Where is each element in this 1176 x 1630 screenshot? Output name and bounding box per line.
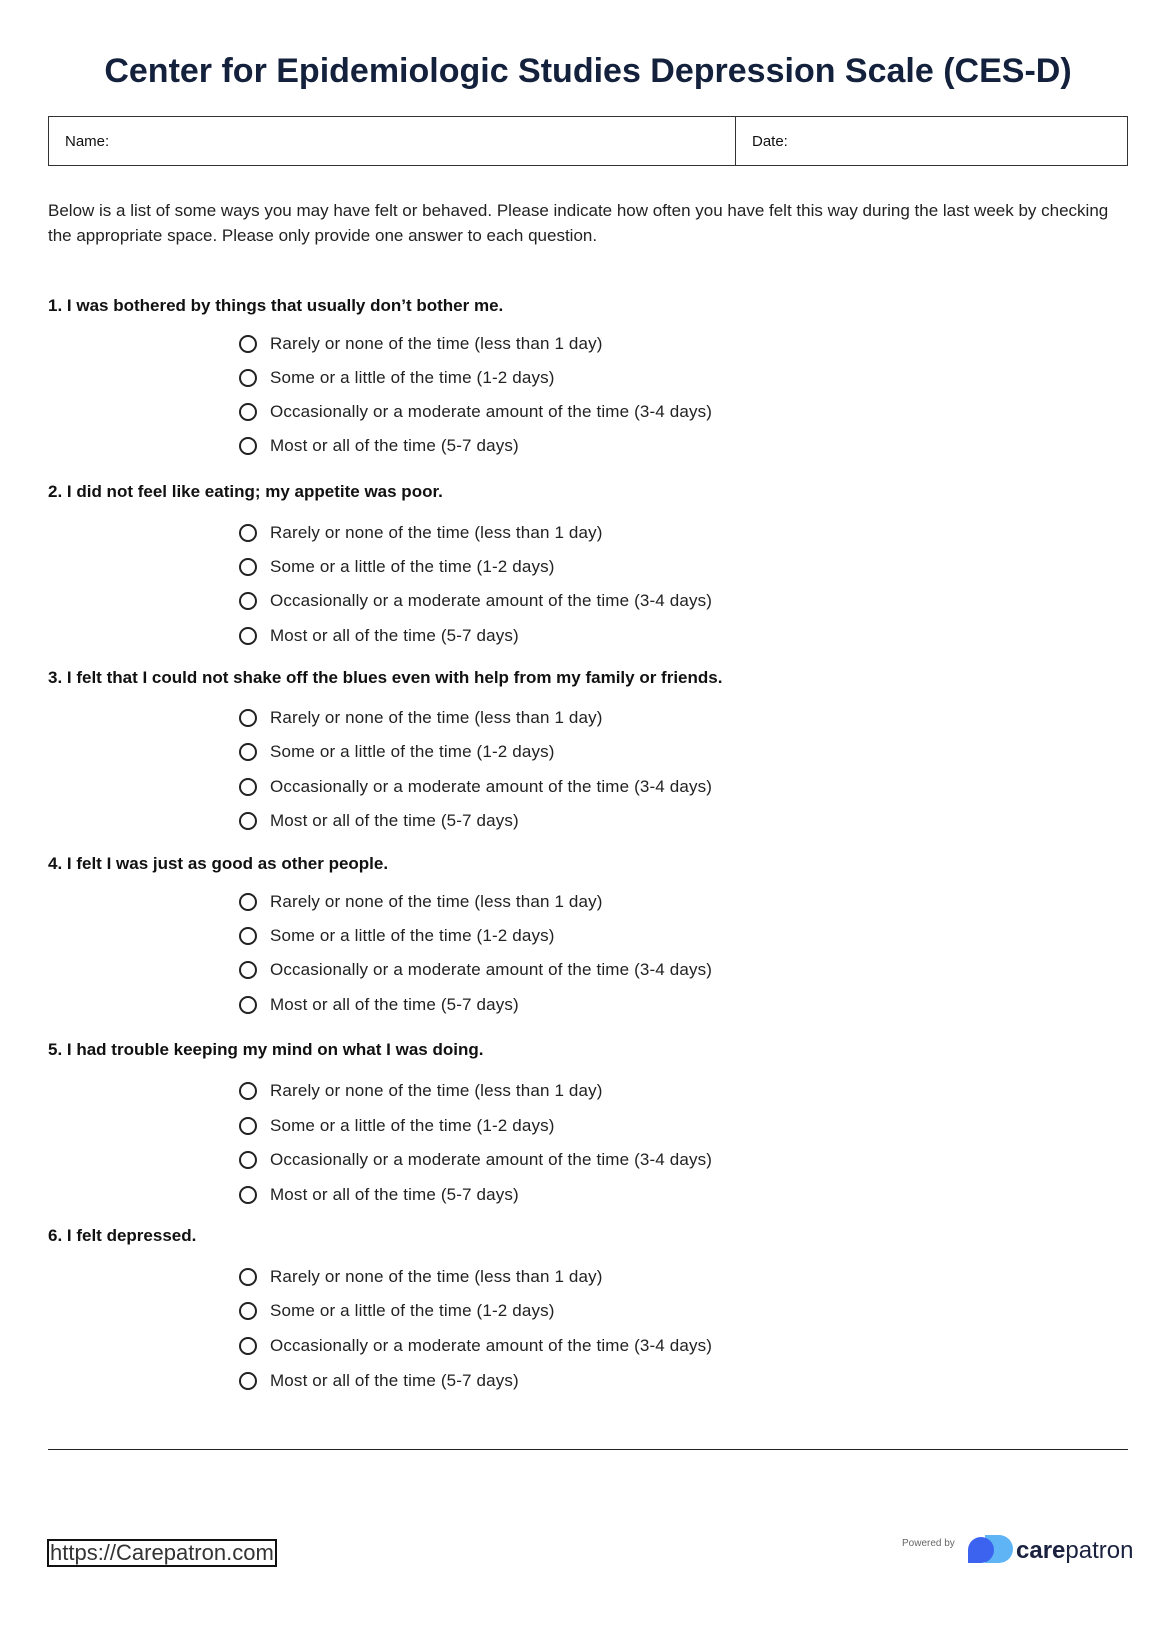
- option-label: Most or all of the time (5-7 days): [270, 1185, 519, 1204]
- q6-option-2[interactable]: [239, 1298, 555, 1324]
- q4-option-4[interactable]: [239, 992, 519, 1018]
- q4-option-2[interactable]: [239, 923, 555, 949]
- q1-option-4[interactable]: [239, 433, 519, 459]
- option-label: Some or a little of the time (1-2 days): [270, 368, 555, 387]
- option-label: Occasionally or a moderate amount of the time (3-4 days): [270, 1150, 713, 1169]
- radio-button[interactable]: [239, 627, 257, 645]
- page-title: Center for Epidemiologic Studies Depression Scale (CES-D): [104, 52, 1072, 90]
- radio-button[interactable]: [239, 893, 257, 911]
- option-label: Rarely or none of the time (less than 1 day): [270, 1081, 603, 1100]
- radio-button[interactable]: [239, 996, 257, 1014]
- q6-option-1[interactable]: [239, 1264, 603, 1290]
- radio-button[interactable]: [239, 1082, 257, 1100]
- option-label: Some or a little of the time (1-2 days): [270, 742, 555, 761]
- question-4: 4. I felt I was just as good as other people.: [48, 854, 389, 873]
- radio-button[interactable]: [239, 778, 257, 796]
- radio-button[interactable]: [239, 437, 257, 455]
- option-label: Occasionally or a moderate amount of the time (3-4 days): [270, 1336, 713, 1355]
- q3-option-3[interactable]: [239, 774, 712, 800]
- question-6: 6. I felt depressed.: [48, 1226, 197, 1245]
- q4-option-3[interactable]: [239, 957, 712, 983]
- option-label: Occasionally or a moderate amount of the time (3-4 days): [270, 960, 713, 979]
- name-field[interactable]: [49, 117, 736, 165]
- q5-option-4[interactable]: [239, 1182, 519, 1208]
- option-label: Some or a little of the time (1-2 days): [270, 557, 555, 576]
- info-table: [48, 116, 1128, 166]
- q6-option-4[interactable]: [239, 1368, 519, 1394]
- question-3: 3. I felt that I could not shake off the blues even with help from my family or friends.: [48, 668, 723, 687]
- radio-button[interactable]: [239, 1186, 257, 1204]
- q2-option-2[interactable]: [239, 554, 555, 580]
- q5-option-1[interactable]: [239, 1078, 603, 1104]
- radio-button[interactable]: [239, 592, 257, 610]
- brand-part-care: care: [1016, 1537, 1066, 1564]
- instructions: Below is a list of some ways you may have felt or behaved. Please indicate how often you have felt this way during the last week by checking the appropriate space. Please only provide one answer to each question.: [48, 201, 1109, 245]
- q3-option-4[interactable]: [239, 808, 519, 834]
- radio-button[interactable]: [239, 403, 257, 421]
- option-label: Occasionally or a moderate amount of the time (3-4 days): [270, 591, 713, 610]
- q2-option-1[interactable]: [239, 520, 603, 546]
- option-label: Rarely or none of the time (less than 1 day): [270, 708, 603, 727]
- q6-option-3[interactable]: [239, 1333, 712, 1359]
- radio-button[interactable]: [239, 1337, 257, 1355]
- footer-divider: [48, 1449, 1128, 1450]
- carepatron-wordmark: [1016, 1537, 1133, 1565]
- carepatron-link[interactable]: https://Carepatron.com: [47, 1539, 277, 1567]
- q4-option-1[interactable]: [239, 889, 603, 915]
- radio-button[interactable]: [239, 1151, 257, 1169]
- option-label: Some or a little of the time (1-2 days): [270, 926, 555, 945]
- radio-button[interactable]: [239, 743, 257, 761]
- question-1: 1. I was bothered by things that usually don’t bother me.: [48, 296, 504, 315]
- question-2: 2. I did not feel like eating; my appetite was poor.: [48, 482, 443, 501]
- option-label: Most or all of the time (5-7 days): [270, 1371, 519, 1390]
- logo-shape-left: [968, 1537, 994, 1563]
- date-field[interactable]: [736, 117, 1127, 165]
- option-label: Some or a little of the time (1-2 days): [270, 1116, 555, 1135]
- radio-button[interactable]: [239, 369, 257, 387]
- q2-option-3[interactable]: [239, 588, 712, 614]
- radio-button[interactable]: [239, 1117, 257, 1135]
- radio-button[interactable]: [239, 812, 257, 830]
- carepatron-logo-icon: [965, 1533, 1013, 1567]
- option-label: Most or all of the time (5-7 days): [270, 811, 519, 830]
- option-label: Rarely or none of the time (less than 1 day): [270, 523, 603, 542]
- option-label: Some or a little of the time (1-2 days): [270, 1301, 555, 1320]
- q3-option-2[interactable]: [239, 739, 555, 765]
- q5-option-3[interactable]: [239, 1147, 712, 1173]
- radio-button[interactable]: [239, 335, 257, 353]
- q1-option-3[interactable]: [239, 399, 712, 425]
- radio-button[interactable]: [239, 709, 257, 727]
- option-label: Rarely or none of the time (less than 1 day): [270, 1267, 603, 1286]
- q3-option-1[interactable]: [239, 705, 603, 731]
- q2-option-4[interactable]: [239, 623, 519, 649]
- date-label: Date:: [752, 133, 788, 150]
- q5-option-2[interactable]: [239, 1113, 555, 1139]
- radio-button[interactable]: [239, 524, 257, 542]
- powered-by-label: Powered by: [902, 1538, 955, 1549]
- radio-button[interactable]: [239, 927, 257, 945]
- option-label: Occasionally or a moderate amount of the time (3-4 days): [270, 402, 713, 421]
- q1-option-1[interactable]: [239, 331, 603, 357]
- question-5: 5. I had trouble keeping my mind on what I was doing.: [48, 1040, 484, 1059]
- radio-button[interactable]: [239, 1268, 257, 1286]
- q1-option-2[interactable]: [239, 365, 555, 391]
- name-label: Name:: [65, 133, 110, 150]
- radio-button[interactable]: [239, 961, 257, 979]
- radio-button[interactable]: [239, 558, 257, 576]
- option-label: Most or all of the time (5-7 days): [270, 995, 519, 1014]
- radio-button[interactable]: [239, 1302, 257, 1320]
- option-label: Most or all of the time (5-7 days): [270, 626, 519, 645]
- radio-button[interactable]: [239, 1372, 257, 1390]
- option-label: Rarely or none of the time (less than 1 day): [270, 334, 603, 353]
- brand-part-patron: patron: [1065, 1537, 1134, 1564]
- option-label: Most or all of the time (5-7 days): [270, 436, 519, 455]
- option-label: Occasionally or a moderate amount of the time (3-4 days): [270, 777, 713, 796]
- option-label: Rarely or none of the time (less than 1 day): [270, 892, 603, 911]
